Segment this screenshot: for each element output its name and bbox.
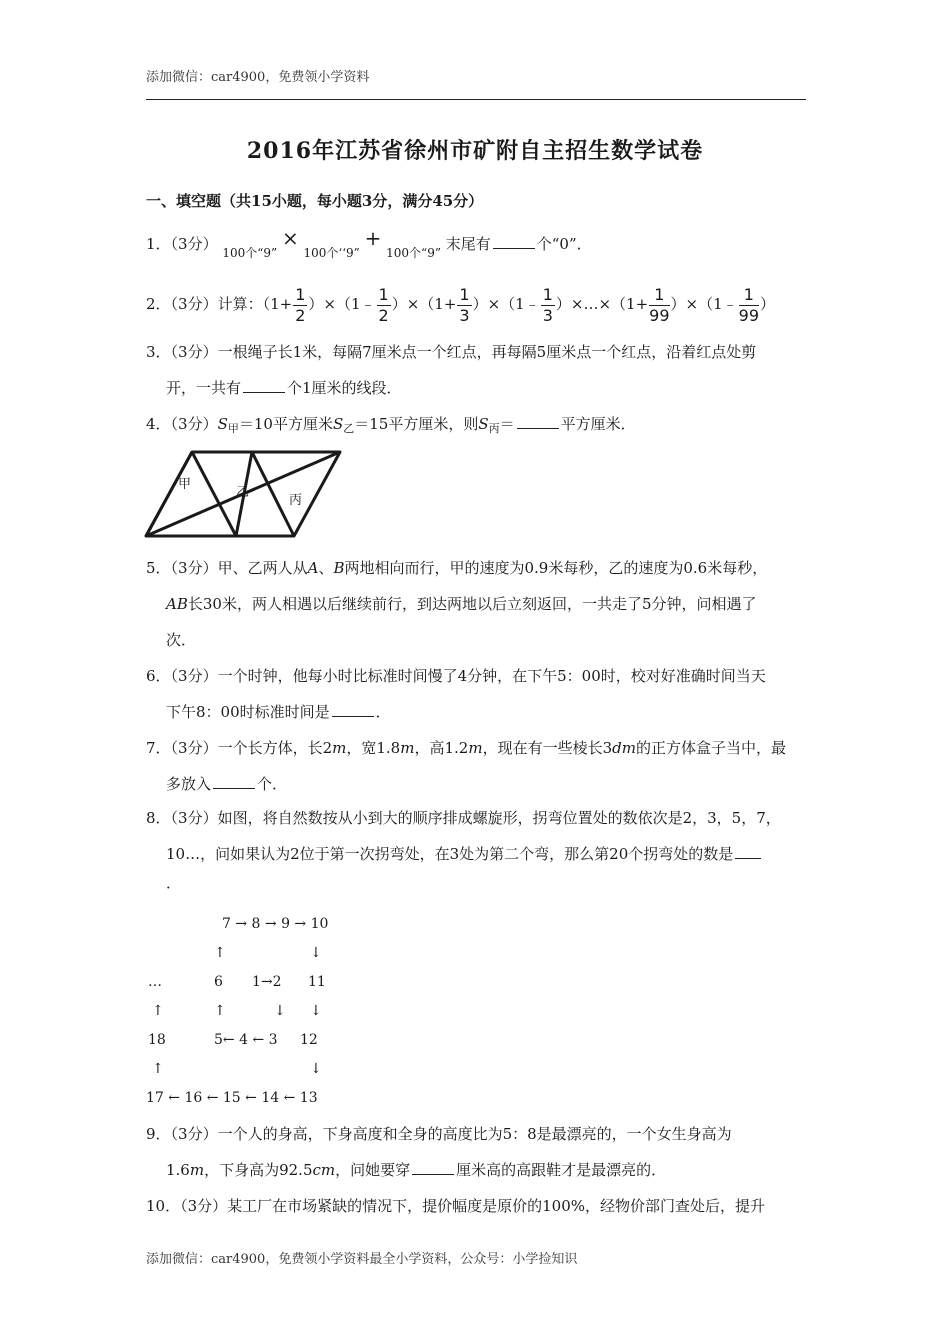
- question-3: [146, 334, 810, 406]
- segment-ab: AB: [166, 595, 188, 613]
- spiral-num: 6: [214, 974, 223, 990]
- subscript: 丙: [488, 422, 500, 435]
- question-7: [146, 730, 810, 802]
- arrow-up: ↑: [214, 1003, 226, 1019]
- numerator: 1: [739, 285, 759, 306]
- answer-blank[interactable]: [493, 234, 535, 249]
- unit-m: m: [189, 1161, 205, 1179]
- q6-text: 下午8：00时标准时间是: [166, 703, 330, 721]
- q7-text: 的正方体盒子当中，最: [635, 739, 786, 757]
- question-2: [146, 284, 810, 326]
- q7-text-end: 个．: [257, 775, 288, 793]
- arrow-down: ↓: [310, 1061, 322, 1077]
- q3-text: 开，一共有: [166, 379, 242, 397]
- fraction: [739, 285, 759, 326]
- header-note: 添加微信：car4900，免费领小学资料: [146, 70, 370, 85]
- q10-line1: 10．（3分）某工厂在市场紧缺的情况下，提价幅度是原价的100%，经物价部门查处后，提升: [146, 1197, 766, 1215]
- arrow-up: ↑: [214, 945, 226, 961]
- spiral-num: 12: [300, 1032, 318, 1048]
- parallelogram-figure: [144, 448, 344, 540]
- fraction: [649, 285, 669, 326]
- spiral-row-inner: 5← 4 ← 3: [214, 1032, 278, 1048]
- figure-line: [146, 452, 192, 536]
- q5-text-end: 次．: [166, 631, 197, 649]
- label-yi: 乙: [236, 485, 250, 500]
- q3-text-end: 个1厘米的线段．: [287, 379, 402, 397]
- spiral-num: 11: [308, 974, 326, 990]
- q7-text: 7．（3分）一个长方体，长2: [146, 739, 333, 757]
- answer-blank[interactable]: [243, 378, 285, 393]
- numerator: 1: [295, 284, 306, 304]
- question-5: [146, 550, 810, 658]
- spiral-center: 1→2: [252, 974, 282, 990]
- q7-text: ，现在有一些棱长3: [482, 739, 613, 757]
- q1-text-end: 个“0”．: [536, 235, 592, 253]
- fraction: [457, 285, 471, 326]
- figure-line: [192, 452, 236, 536]
- q2-part: ）×（1﹣: [308, 295, 376, 313]
- header-divider: [146, 99, 806, 100]
- spiral-dots: …: [148, 974, 162, 990]
- unit-m: m: [468, 739, 483, 757]
- q1-plus: +: [364, 226, 382, 250]
- fraction: [377, 285, 391, 326]
- q1-term-c: 100个“9”: [386, 246, 441, 260]
- numerator: 1: [649, 285, 669, 306]
- numerator: 1: [378, 284, 389, 304]
- unit-cm: cm: [312, 1161, 336, 1179]
- unit-m: m: [400, 739, 415, 757]
- question-8: [146, 800, 810, 894]
- fraction: [541, 285, 555, 326]
- q5-text: 5．（3分）甲、乙两人从: [146, 559, 308, 577]
- section-heading: 一、填空题（共15小题，每小题3分，满分45分）: [146, 192, 484, 210]
- q1-number: 1．（3分）: [146, 235, 218, 253]
- q1-text: 末尾有: [445, 235, 491, 253]
- question-4: [146, 406, 810, 447]
- q2-part: （1+: [262, 295, 293, 313]
- q9-text: 1.6: [166, 1161, 190, 1179]
- answer-blank[interactable]: [213, 774, 255, 789]
- point-a: A: [307, 559, 319, 577]
- q8-text: 10…，问如果认为2位于第一次拐弯处，在3处为第二个弯，那么第20个拐弯处的数是: [166, 845, 734, 863]
- question-6: [146, 658, 810, 730]
- q4-text: ＝10平方厘米: [238, 415, 333, 433]
- denominator: 99: [738, 305, 759, 325]
- q8-text-end: ．: [166, 874, 182, 892]
- q5-text: 、: [318, 559, 334, 577]
- denominator: 3: [542, 305, 553, 325]
- q4-text: ＝15平方厘米，则: [354, 415, 479, 433]
- footer-note: 添加微信：car4900，免费领小学资料最全小学资料，公众号：小学捡知识: [146, 1252, 578, 1267]
- q3-line2: [146, 370, 810, 406]
- q7-text: ，宽1.8: [346, 739, 401, 757]
- q3-line1: 3．（3分）一根绳子长1米，每隔7厘米点一个红点，再每隔5厘米点一个红点，沿着红点处剪: [146, 343, 757, 361]
- arrow-down: ↓: [310, 945, 322, 961]
- point-b: B: [333, 559, 345, 577]
- answer-blank[interactable]: [332, 702, 374, 717]
- q2-part: ）×（1+: [391, 295, 457, 313]
- spiral-row-top: 7 → 8 → 9 → 10: [222, 916, 329, 932]
- q1-times: ×: [281, 226, 299, 250]
- area-symbol: S: [217, 415, 228, 433]
- answer-blank[interactable]: [412, 1160, 454, 1175]
- q6-text-end: ．: [375, 703, 391, 721]
- spiral-num: 18: [148, 1032, 166, 1048]
- q9-text-end: 厘米高的高跟鞋才是最漂亮的．: [456, 1161, 667, 1179]
- denominator: 2: [295, 305, 306, 325]
- arrow-down: ↓: [310, 1003, 322, 1019]
- area-symbol: S: [332, 415, 344, 433]
- q9-text: ，下身高为92.5: [204, 1161, 313, 1179]
- q2-number: 2．（3分）计算：: [146, 295, 263, 313]
- answer-blank[interactable]: [517, 414, 559, 429]
- q5-text: 两地相向而行，甲的速度为0.9米每秒，乙的速度为0.6米每秒，: [344, 559, 768, 577]
- subscript: 甲: [227, 422, 239, 435]
- label-jia: 甲: [178, 477, 192, 492]
- answer-blank[interactable]: [735, 844, 761, 859]
- q7-text: 多放入: [166, 775, 212, 793]
- q6-line1: 6．（3分）一个时钟，他每小时比标准时间慢了4分钟，在下午5：00时，校对好准确时间当天: [146, 667, 766, 685]
- q2-part: ）×…×（1+: [555, 295, 649, 313]
- question-9: [146, 1116, 810, 1188]
- page-title: 2016年江苏省徐州市矿附自主招生数学试卷: [246, 138, 704, 164]
- arrow-up: ↑: [152, 1061, 164, 1077]
- q4-number: 4．（3分）: [146, 415, 218, 433]
- q2-part: ）×（1﹣: [670, 295, 738, 313]
- denominator: 3: [459, 305, 470, 325]
- q1-term-a: 100个“9”: [222, 246, 278, 260]
- q7-text: ，高1.2: [414, 739, 469, 757]
- q9-line1: 9．（3分）一个人的身高，下身高度和全身的高度比为5：8是最漂亮的，一个女生身高为: [146, 1125, 732, 1143]
- q4-text-end: 平方厘米．: [560, 415, 636, 433]
- arrow-up: ↑: [152, 1003, 164, 1019]
- subscript: 乙: [343, 422, 355, 435]
- fraction: [293, 285, 307, 326]
- q5-text: 长30米，两人相遇以后继续前行，到达两地以后立刻返回，一共走了5分钟，问相遇了: [187, 595, 757, 613]
- unit-dm: dm: [612, 739, 636, 757]
- q1-term-b: 100个‘‘9”: [303, 246, 360, 260]
- arrow-down: ↓: [274, 1003, 286, 1019]
- q9-text: ，问她要穿: [335, 1161, 411, 1179]
- figure-line: [252, 452, 294, 536]
- denominator: 99: [649, 305, 670, 325]
- question-10: [146, 1188, 810, 1224]
- spiral-row-bottom: 17 ← 16 ← 15 ← 14 ← 13: [146, 1090, 318, 1106]
- question-1: [146, 220, 810, 271]
- numerator: 1: [542, 284, 553, 304]
- numerator: 1: [459, 284, 470, 304]
- q2-part: ）×（1﹣: [472, 295, 540, 313]
- q4-text: ＝: [499, 415, 515, 433]
- area-symbol: S: [478, 415, 489, 433]
- q8-line1: 8．（3分）如图，将自然数按从小到大的顺序排成螺旋形，拐弯位置处的数依次是2，3，5，7，: [146, 809, 781, 827]
- spiral-figure: [146, 912, 346, 1112]
- q2-part: ）: [760, 295, 776, 313]
- label-bing: 丙: [289, 493, 303, 508]
- denominator: 2: [378, 305, 389, 325]
- unit-m: m: [332, 739, 347, 757]
